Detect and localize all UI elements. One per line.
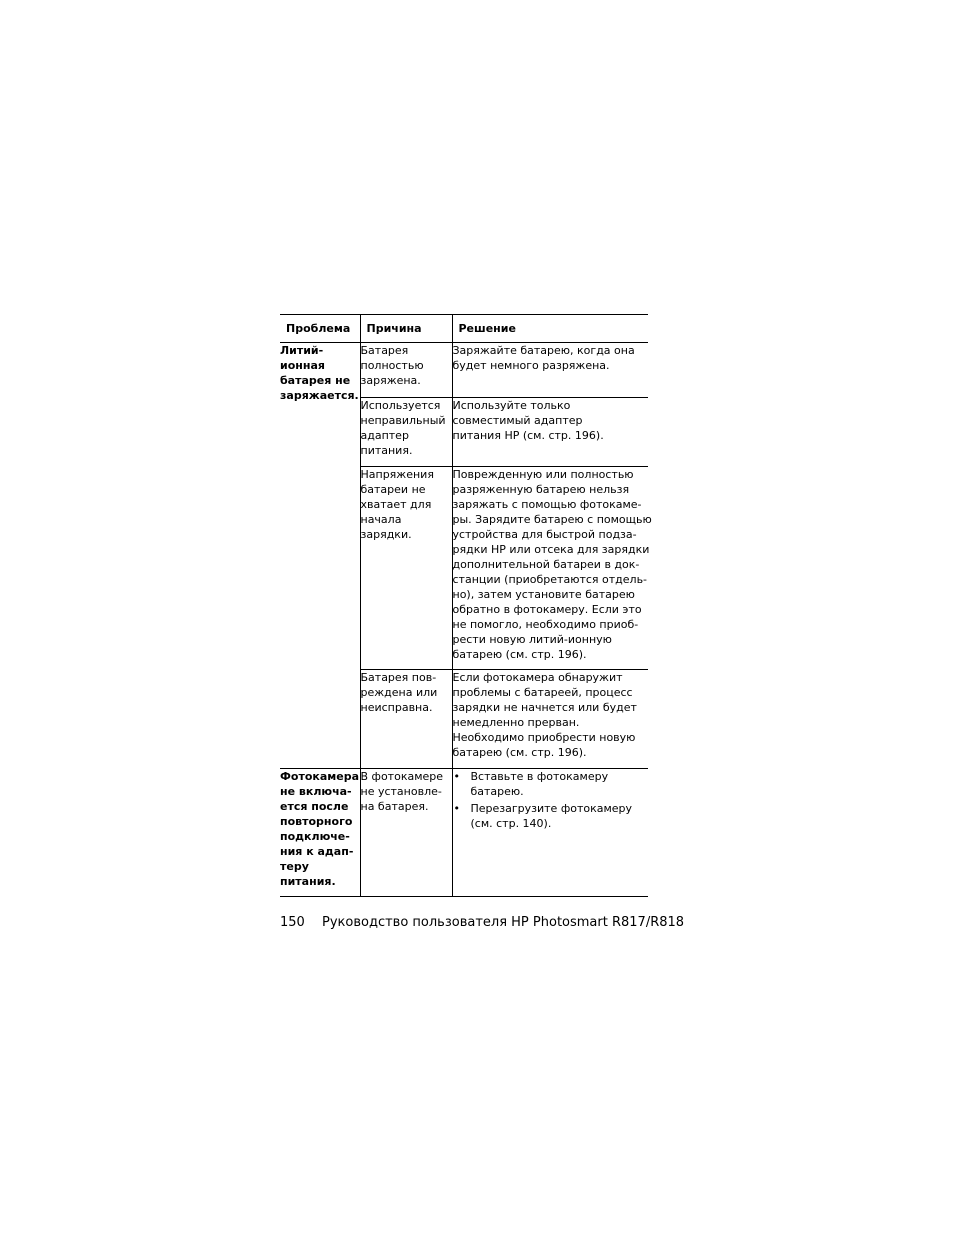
page-footer — [280, 914, 684, 932]
cause-cell — [360, 769, 452, 897]
solution-line: не помогло, необходимо приоб- — [452, 618, 639, 631]
cause-line: Батарея — [360, 344, 409, 357]
solution-line: станции (приобретаются отдель- — [452, 573, 648, 586]
cause-cell — [360, 467, 452, 670]
solution-cell — [452, 343, 648, 398]
problem-line: ионная — [280, 359, 325, 372]
cause-cell — [360, 343, 452, 398]
solution-line: рести новую литий-ионную — [452, 633, 612, 646]
cause-cell — [360, 398, 452, 467]
bullet-icon: • — [453, 802, 460, 815]
bullet-line: (см. стр. 140). — [470, 817, 552, 830]
solution-bullet-list — [453, 769, 649, 831]
problem-line: Литий- — [280, 344, 324, 357]
cause-cell — [360, 670, 452, 769]
solution-cell — [452, 670, 648, 769]
cause-line: Батарея пов- — [360, 671, 437, 684]
problem-line: батарея не — [280, 374, 351, 387]
solution-line: Если фотокамера обнаружит — [452, 671, 623, 684]
cause-line: В фотокамере — [360, 770, 444, 783]
bullet-icon: • — [453, 770, 460, 783]
table-header-row — [280, 315, 648, 343]
problem-cell-battery-not-charging — [280, 343, 360, 769]
problem-line: не включа- — [280, 785, 352, 798]
cause-line: заряжена. — [360, 374, 421, 387]
problem-line: заряжается. — [280, 389, 359, 402]
problem-line: теру — [280, 860, 309, 873]
cause-line: адаптер — [360, 429, 409, 442]
solution-line: дополнительной батареи в док- — [452, 558, 640, 571]
troubleshooting-table — [280, 314, 652, 897]
problem-line: питания. — [280, 875, 336, 888]
cause-line: неисправна. — [360, 701, 433, 714]
cause-line: полностью — [360, 359, 424, 372]
solution-line: Заряжайте батарею, когда она — [452, 344, 635, 357]
solution-line: совместимый адаптер — [452, 414, 583, 427]
cause-line: реждена или — [360, 686, 438, 699]
solution-line: питания HP (см. стр. 196). — [452, 429, 604, 442]
bullet-line: Перезагрузите фотокамеру — [470, 802, 633, 815]
problem-line: ния к адап- — [280, 845, 354, 858]
cause-line: на батарея. — [360, 800, 429, 813]
cause-line: неправильный — [360, 414, 446, 427]
cause-line: Напряжения — [360, 468, 434, 481]
footer-title: Руководство пользователя HP Photosmart R817/R818 — [322, 915, 685, 930]
solution-line: зарядки не начнется или будет — [452, 701, 637, 714]
solution-line: Поврежденную или полностью — [452, 468, 634, 481]
solution-line: Используйте только — [452, 399, 571, 412]
solution-line: заряжать с помощью фотокаме- — [452, 498, 642, 511]
problem-line: Фотокамера — [280, 770, 360, 783]
cause-line: батареи не — [360, 483, 426, 496]
cause-line: питания. — [360, 444, 413, 457]
bullet-line: батарею. — [470, 785, 524, 798]
solution-line: Необходимо приобрести новую — [452, 731, 636, 744]
problem-line: ется после — [280, 800, 349, 813]
solution-cell — [452, 769, 648, 897]
cause-line: Используется — [360, 399, 441, 412]
cause-line: зарядки. — [360, 528, 412, 541]
solution-line: рядки HP или отсека для зарядки — [452, 543, 650, 556]
list-item — [453, 801, 649, 831]
header-problem: Проблема — [280, 315, 360, 343]
problem-line: повторного — [280, 815, 353, 828]
solution-line: проблемы с батареей, процесс — [452, 686, 633, 699]
problem-line: подключе- — [280, 830, 350, 843]
solution-line: обратно в фотокамеру. Если это — [452, 603, 642, 616]
problem-cell-camera-not-turning-on — [280, 769, 360, 897]
solution-line: устройства для быстрой подза- — [452, 528, 637, 541]
solution-line: батарею (см. стр. 196). — [452, 648, 587, 661]
header-solution: Решение — [452, 315, 648, 343]
table-row — [280, 343, 648, 398]
solution-line: разряженную батарею нельзя — [452, 483, 630, 496]
cause-line: не установле- — [360, 785, 442, 798]
page-number: 150 — [280, 915, 305, 930]
solution-line: будет немного разряжена. — [452, 359, 610, 372]
solution-cell — [452, 467, 652, 670]
cause-line: начала — [360, 513, 402, 526]
solution-line: немедленно прерван. — [452, 716, 580, 729]
header-cause: Причина — [360, 315, 452, 343]
table-row — [280, 769, 648, 897]
solution-line: ры. Зарядите батарею с помощью — [452, 513, 652, 526]
cause-line: хватает для — [360, 498, 432, 511]
list-item — [453, 769, 649, 799]
solution-line: но), затем установите батарею — [452, 588, 635, 601]
bullet-line: Вставьте в фотокамеру — [470, 770, 609, 783]
solution-line: батарею (см. стр. 196). — [452, 746, 587, 759]
solution-cell — [452, 398, 648, 467]
